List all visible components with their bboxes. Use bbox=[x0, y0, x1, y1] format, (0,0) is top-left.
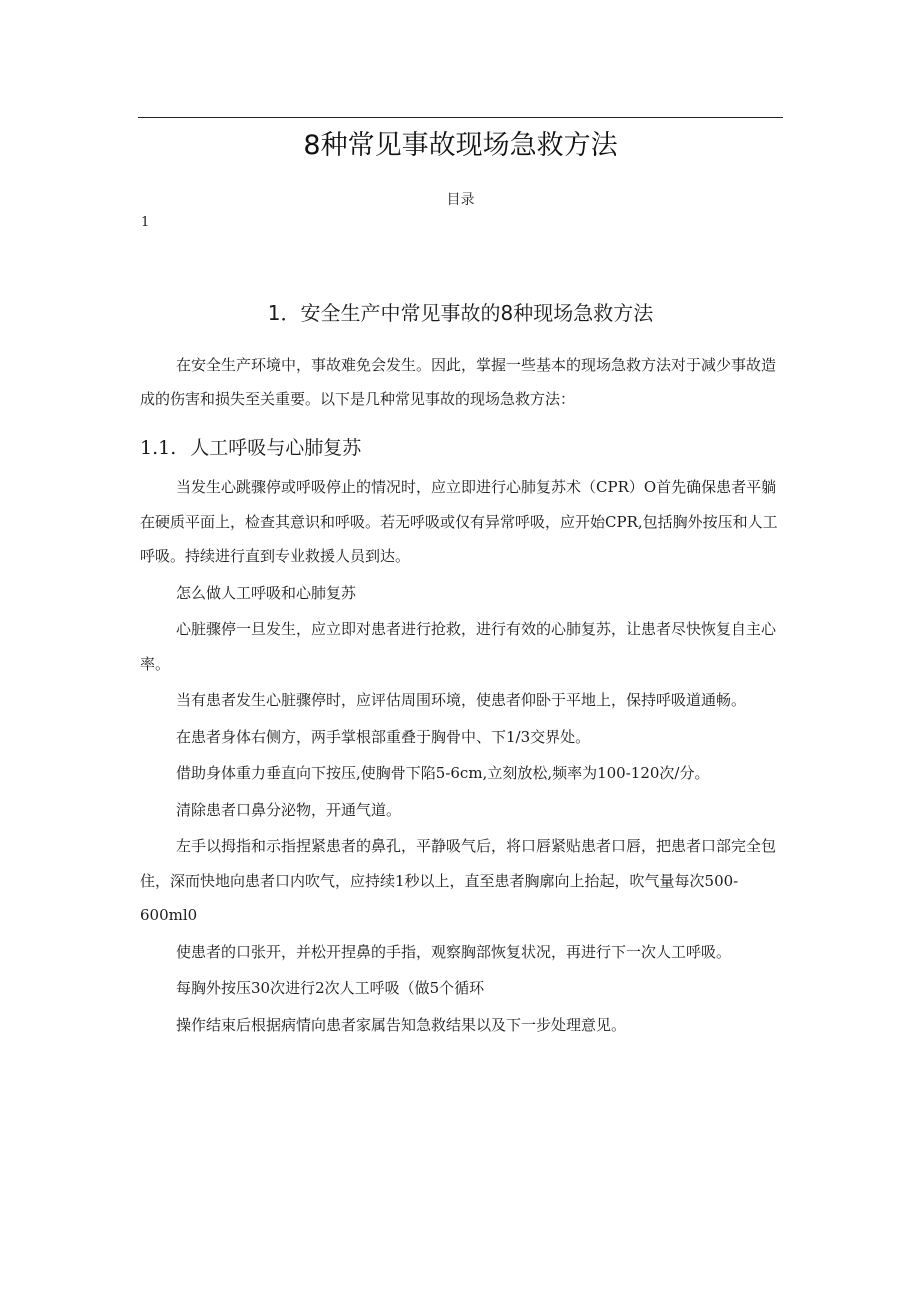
header-rule bbox=[138, 117, 783, 118]
toc-label: 目录 bbox=[446, 192, 475, 208]
paragraph: 操作结束后根据病情向患者家属告知急救结果以及下一步处理意见。 bbox=[176, 1015, 627, 1034]
paragraph: 当有患者发生心脏骤停时，应评估周围环境，使患者仰卧于平地上，保持呼吸道通畅。 bbox=[176, 691, 747, 709]
paragraph: 使患者的口张开，并松开捏鼻的手指，观察胸部恢复状况，再进行下一次人工呼吸。 bbox=[176, 942, 732, 961]
body-text bbox=[140, 470, 783, 1044]
section-title: 1．安全生产中常见事故的8种现场急救方法 bbox=[267, 301, 654, 325]
subsection-title: 人工呼吸与心肺复苏 bbox=[190, 437, 362, 459]
toc-entry-number[interactable]: 1 bbox=[141, 215, 150, 230]
intro-paragraph: 在安全生产环境中，事故难免会发生。因此，掌握一些基本的现场急救方法对于减少事故造成的伤害和损失至关重要。以下是几种常见事故的现场急救方法： bbox=[140, 356, 777, 408]
paragraph: 借助身体重力垂直向下按压,使胸骨下陷5-6cm,立刻放松,频率为100-120次/分。 bbox=[176, 764, 710, 782]
paragraph: 当发生心跳骤停或呼吸停止的情况时，应立即进行心肺复苏术（CPR）O首先确保患者平躺在硬质平面上，检查其意识和呼吸。若无呼吸或仅有异常呼吸，应开始CPR,包括胸外按压和人工呼吸。持续进行直到专业救援人员到达。 bbox=[140, 478, 778, 565]
paragraph: 心脏骤停一旦发生，应立即对患者进行抢救，进行有效的心肺复苏，让患者尽快恢复自主心率。 bbox=[140, 620, 777, 673]
paragraph: 怎么做人工呼吸和心肺复苏 bbox=[176, 583, 357, 602]
paragraph: 清除患者口鼻分泌物，开通气道。 bbox=[176, 800, 402, 819]
paragraph: 每胸外按压30次进行2次人工呼吸（做5个循环 bbox=[176, 979, 485, 997]
paragraph: 在患者身体右侧方，两手掌根部重叠于胸骨中、下1/3交界处。 bbox=[176, 727, 591, 746]
subsection-heading bbox=[140, 433, 783, 463]
document-title: 8种常见事故现场急救方法 bbox=[303, 130, 618, 161]
paragraph: 左手以拇指和示指捏紧患者的鼻孔，平静吸气后，将口唇紧贴患者口唇，把患者口部完全包住，深而快地向患者口内吹气，应持续1秒以上，直至患者胸廓向上抬起，吹气量每次500-600ml0 bbox=[140, 837, 777, 924]
subsection-number: 1.1. bbox=[140, 437, 177, 459]
